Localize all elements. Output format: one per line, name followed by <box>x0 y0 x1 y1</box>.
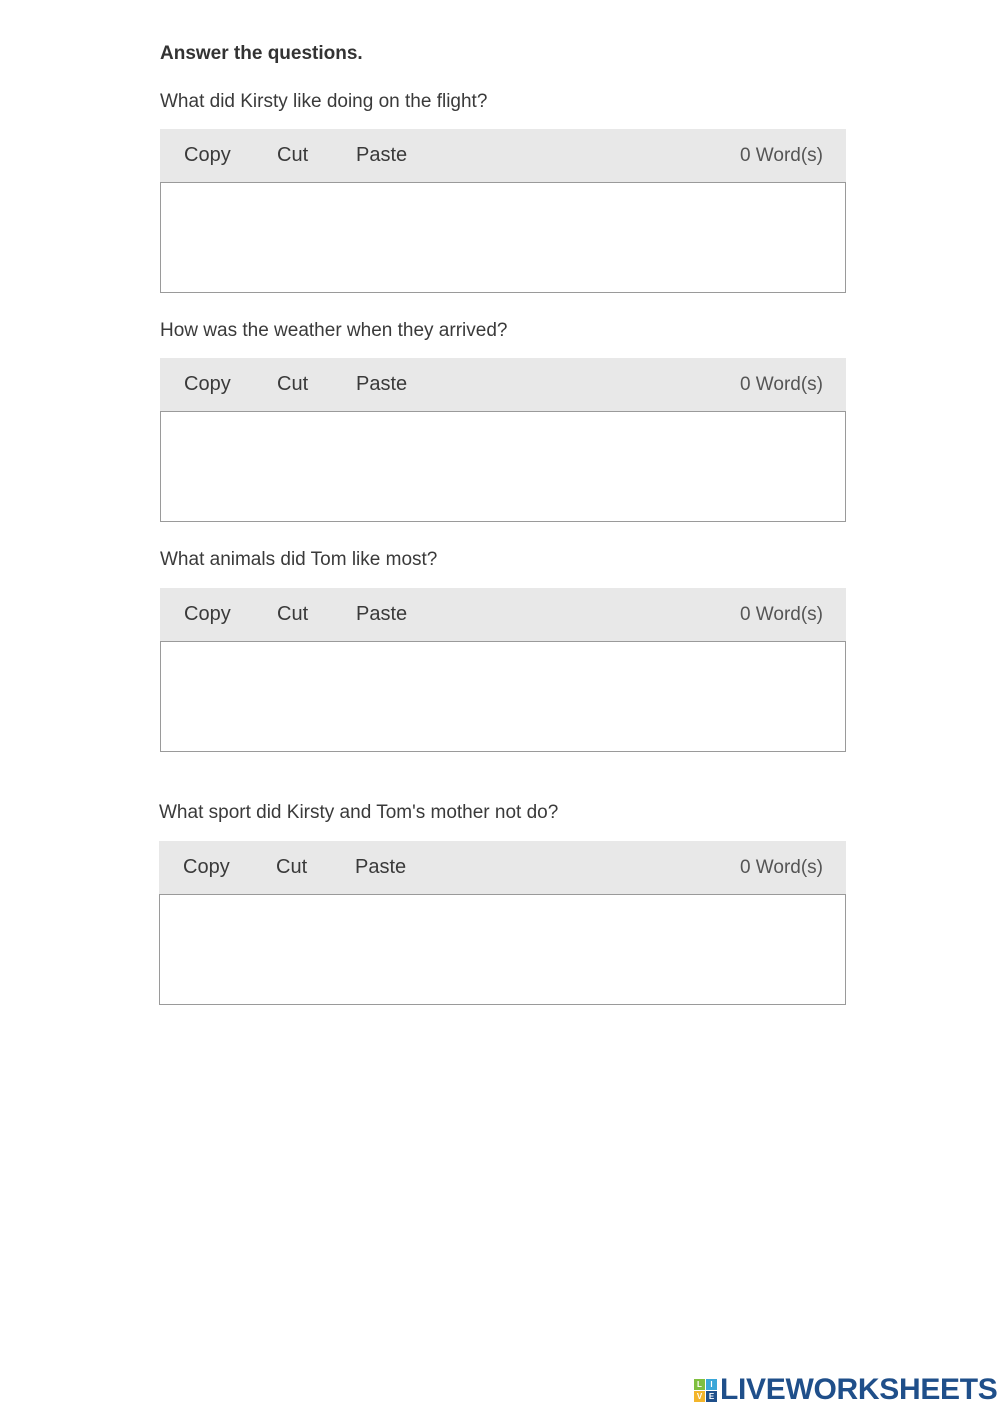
instruction-heading: Answer the questions. <box>160 43 363 64</box>
word-count: 0 Word(s) <box>739 857 823 878</box>
copy-button[interactable]: Copy <box>184 603 231 625</box>
question-4-editor <box>159 841 846 1005</box>
copy-button[interactable]: Copy <box>184 373 231 395</box>
question-2-toolbar <box>160 358 846 411</box>
logo-mark-letter: V <box>694 1391 705 1402</box>
paste-button[interactable]: Paste <box>356 373 408 395</box>
paste-button[interactable]: Paste <box>355 856 407 878</box>
question-1-toolbar <box>160 129 846 182</box>
logo-text: LIVEWORKSHEETS <box>720 1373 998 1406</box>
cut-button[interactable]: Cut <box>276 856 308 878</box>
logo-mark-letter: E <box>706 1391 717 1402</box>
copy-button[interactable]: Copy <box>183 856 230 878</box>
answer-field-4[interactable] <box>159 894 846 1005</box>
question-1-editor <box>160 129 846 293</box>
cut-button[interactable]: Cut <box>277 144 309 166</box>
answer-field-1[interactable] <box>160 182 846 293</box>
question-3-editor <box>160 588 846 752</box>
question-3-toolbar <box>160 588 846 641</box>
cut-button[interactable]: Cut <box>277 603 309 625</box>
question-4-text: What sport did Kirsty and Tom's mother not do? <box>159 802 559 823</box>
logo-mark-icon <box>694 1379 717 1402</box>
logo-mark-letter: I <box>706 1379 717 1390</box>
logo-mark-letter: L <box>694 1379 705 1390</box>
question-2-text: How was the weather when they arrived? <box>160 320 508 341</box>
cut-button[interactable]: Cut <box>277 373 309 395</box>
paste-button[interactable]: Paste <box>356 144 408 166</box>
answer-field-2[interactable] <box>160 411 846 522</box>
word-count: 0 Word(s) <box>739 145 823 166</box>
word-count: 0 Word(s) <box>739 374 823 395</box>
word-count: 0 Word(s) <box>739 604 823 625</box>
liveworksheets-logo <box>694 1374 998 1406</box>
paste-button[interactable]: Paste <box>356 603 408 625</box>
copy-button[interactable]: Copy <box>184 144 231 166</box>
question-4-toolbar <box>159 841 846 894</box>
answer-field-3[interactable] <box>160 641 846 752</box>
question-3-text: What animals did Tom like most? <box>160 549 438 570</box>
question-2-editor <box>160 358 846 522</box>
question-1-text: What did Kirsty like doing on the flight? <box>160 91 488 112</box>
